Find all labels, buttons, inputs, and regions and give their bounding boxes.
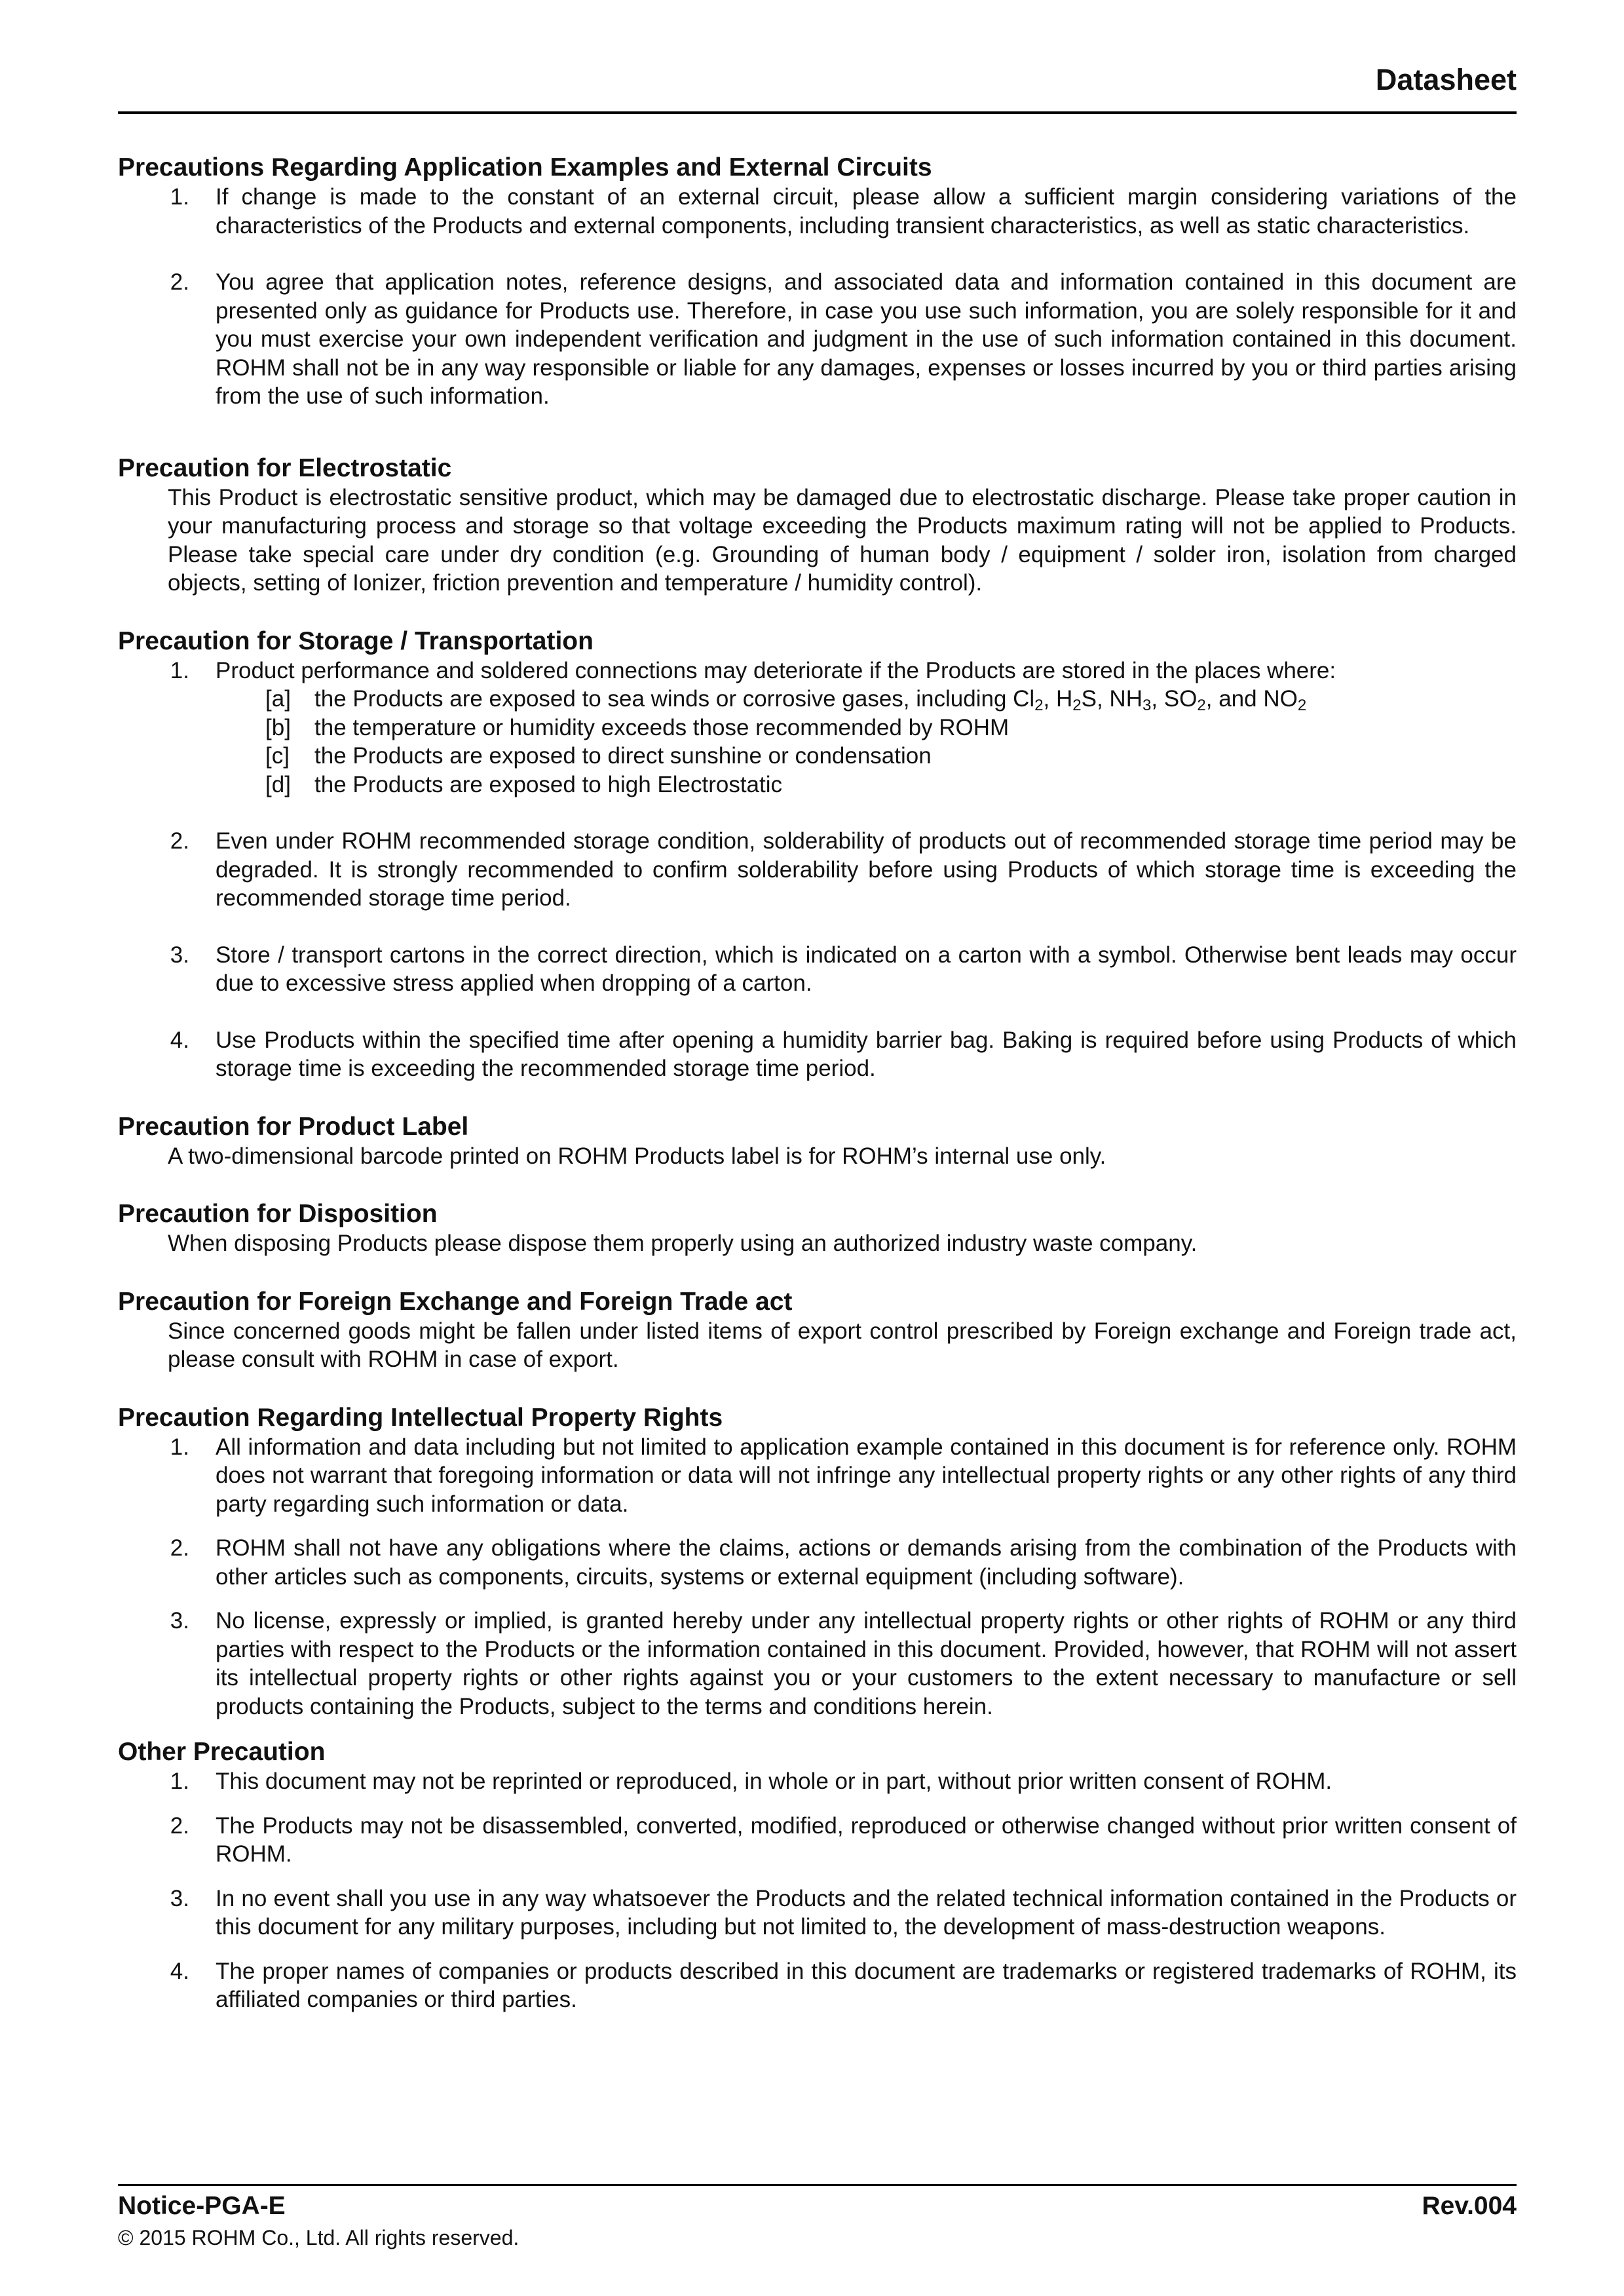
numbered-list	[118, 827, 1517, 1083]
item-number: 4.	[170, 1027, 189, 1053]
revision-label: Rev.004	[1422, 2192, 1517, 2220]
section-title: Precaution for Product Label	[118, 1112, 469, 1141]
numbered-list	[118, 1767, 1517, 2014]
sub-list	[265, 685, 1517, 799]
item-text: Product performance and soldered connections may deteriorate if the Products are stored in the places where:	[216, 657, 1336, 683]
section-product-label	[118, 1111, 1517, 1171]
item-text: The Products may not be disassembled, converted, modified, reproduced or otherwise changed without prior written consent of ROHM.	[216, 1812, 1517, 1867]
list-item	[118, 1534, 1517, 1591]
sub-item-text: the Products are exposed to high Electrostatic	[314, 771, 783, 797]
section-paragraph: When disposing Products please dispose them properly using an authorized industry waste company.	[168, 1231, 1198, 1256]
section-paragraph: A two-dimensional barcode printed on ROHM Products label is for ROHM’s internal use only.	[168, 1143, 1106, 1169]
item-number: 1.	[170, 1769, 189, 1794]
section-electrostatic	[118, 453, 1517, 598]
list-item	[118, 1767, 1517, 1796]
section-title: Precaution for Electrostatic	[118, 453, 452, 482]
item-text: This document may not be reprinted or reproduced, in whole or in part, without prior written consent of ROHM.	[216, 1769, 1332, 1794]
section-disposition	[118, 1198, 1517, 1258]
sub-item	[265, 685, 1517, 714]
list-item	[118, 941, 1517, 998]
section-title: Precaution for Foreign Exchange and Foreign Trade act	[118, 1287, 793, 1316]
footer-rule	[118, 2184, 1517, 2186]
list-item	[118, 268, 1517, 411]
document-code: Notice-PGA-E	[118, 2192, 286, 2220]
item-text: If change is made to the constant of an external circuit, please allow a sufficient margin considering variations of the characteristics of the Products and external components, including transient characteristics, as well as static characteristics.	[216, 184, 1517, 239]
item-number: 1.	[170, 657, 189, 683]
section-paragraph: Since concerned goods might be fallen under listed items of export control prescribed by Foreign exchange and Foreign trade act, please consult with ROHM in case of export.	[168, 1318, 1517, 1372]
item-number: 3.	[170, 942, 189, 968]
item-text: In no event shall you use in any way whatsoever the Products and the related technical information contained in the Products or this document for any military purposes, including but not limited to, the development of mass-destruction weapons.	[216, 1885, 1517, 1940]
sub-item-text: the Products are exposed to direct sunshine or condensation	[314, 743, 932, 769]
list-item	[118, 1885, 1517, 1942]
item-number: 2.	[170, 1535, 189, 1561]
section-paragraph: This Product is electrostatic sensitive product, which may be damaged due to electrostatic discharge. Please take proper caution in your manufacturing process and storage so that voltage exceeding the Products maximum rating will not be applied to Products. Please take special care under dry condition (e.g. Grounding of human body / equipment / solder iron, isolation from charged objects, setting of Ionizer, friction prevention and temperature / humidity control).	[168, 484, 1517, 596]
sub-item	[265, 742, 1517, 771]
numbered-list	[118, 657, 1517, 685]
sub-item-text: the temperature or humidity exceeds those recommended by ROHM	[314, 714, 1010, 740]
item-text: Store / transport cartons in the correct direction, which is indicated on a carton with a symbol. Otherwise bent leads may occur due to excessive stress applied when dropping of a carton.	[216, 942, 1517, 996]
item-text: You agree that application notes, reference designs, and associated data and information contained in this document are presented only as guidance for Products use. Therefore, in case you use such information, you are solely responsible for it and you must exercise your own independent verification and judgment in the use of such information contained in this document. ROHM shall not be in any way responsible or liable for any damages, expenses or losses incurred by you or third parties arising from the use of such information.	[216, 269, 1517, 409]
item-text: No license, expressly or implied, is granted hereby under any intellectual property rights or other rights of ROHM or any third parties with respect to the Products or the information contained in this document. Provided, however, that ROHM will not assert its intellectual property rights or other rights against you or your customers to the extent necessary to manufacture or sell products containing the Products, subject to the terms and conditions herein.	[216, 1608, 1517, 1719]
sub-item-label: [b]	[265, 714, 291, 740]
item-number: 3.	[170, 1608, 189, 1634]
section-title: Precaution for Disposition	[118, 1200, 438, 1228]
datasheet-header: Datasheet	[1375, 63, 1517, 96]
list-item	[118, 657, 1517, 685]
list-item	[118, 1812, 1517, 1869]
copyright-notice: © 2015 ROHM Co., Ltd. All rights reserved.	[118, 2226, 519, 2249]
item-number: 2.	[170, 269, 189, 295]
list-item	[118, 1433, 1517, 1519]
section-title: Other Precaution	[118, 1738, 326, 1766]
item-number: 1.	[170, 184, 189, 210]
sub-item-text: the Products are exposed to sea winds or corrosive gases, including $Cl_2$, $H_2S$, $NH_3$, $SO_2$, and $NO_2$	[314, 686, 1307, 714]
item-text: ROHM shall not have any obligations where the claims, actions or demands arising from the combination of the Products with other articles such as components, circuits, systems or external equipment (including software).	[216, 1535, 1517, 1590]
sub-item-label: [d]	[265, 771, 291, 797]
sub-item-label: [c]	[265, 743, 290, 769]
item-number: 1.	[170, 1434, 189, 1460]
numbered-list	[118, 183, 1517, 411]
item-text: Even under ROHM recommended storage condition, solderability of products out of recommended storage time period may be degraded. It is strongly recommended to confirm solderability before using Products of which storage time is exceeding the recommended storage time period.	[216, 828, 1517, 911]
section-storage-transportation	[118, 626, 1517, 1083]
header-rule	[118, 111, 1517, 114]
item-number: 3.	[170, 1885, 189, 1911]
section-title: Precaution Regarding Intellectual Property Rights	[118, 1403, 723, 1432]
sub-item-label: [a]	[265, 686, 291, 712]
section-other-precaution	[118, 1736, 1517, 2014]
sub-item	[265, 771, 1517, 799]
item-number: 4.	[170, 1958, 189, 1984]
section-foreign-trade	[118, 1286, 1517, 1374]
item-text: The proper names of companies or products described in this document are trademarks or registered trademarks of ROHM, its affiliated companies or third parties.	[216, 1958, 1517, 2012]
section-title: Precautions Regarding Application Examples and External Circuits	[118, 153, 932, 182]
section-intellectual-property	[118, 1402, 1517, 1721]
sub-item	[265, 714, 1517, 742]
item-number: 2.	[170, 1812, 189, 1839]
item-number: 2.	[170, 828, 189, 854]
document-body	[118, 152, 1517, 2014]
item-text: All information and data including but not limited to application example contained in this document is for reference only. ROHM does not warrant that foregoing information or data will not infringe any intellectual property rights or any other rights of any third party regarding such information or data.	[216, 1434, 1517, 1517]
section-title: Precaution for Storage / Transportation	[118, 626, 594, 655]
list-item	[118, 827, 1517, 913]
list-item	[118, 1957, 1517, 2014]
numbered-list	[118, 1433, 1517, 1721]
list-item	[118, 1026, 1517, 1083]
section-application-examples	[118, 152, 1517, 411]
list-item	[118, 183, 1517, 240]
item-text: Use Products within the specified time after opening a humidity barrier bag. Baking is required before using Products of which storage time is exceeding the recommended storage time period.	[216, 1027, 1517, 1081]
list-item	[118, 1607, 1517, 1721]
